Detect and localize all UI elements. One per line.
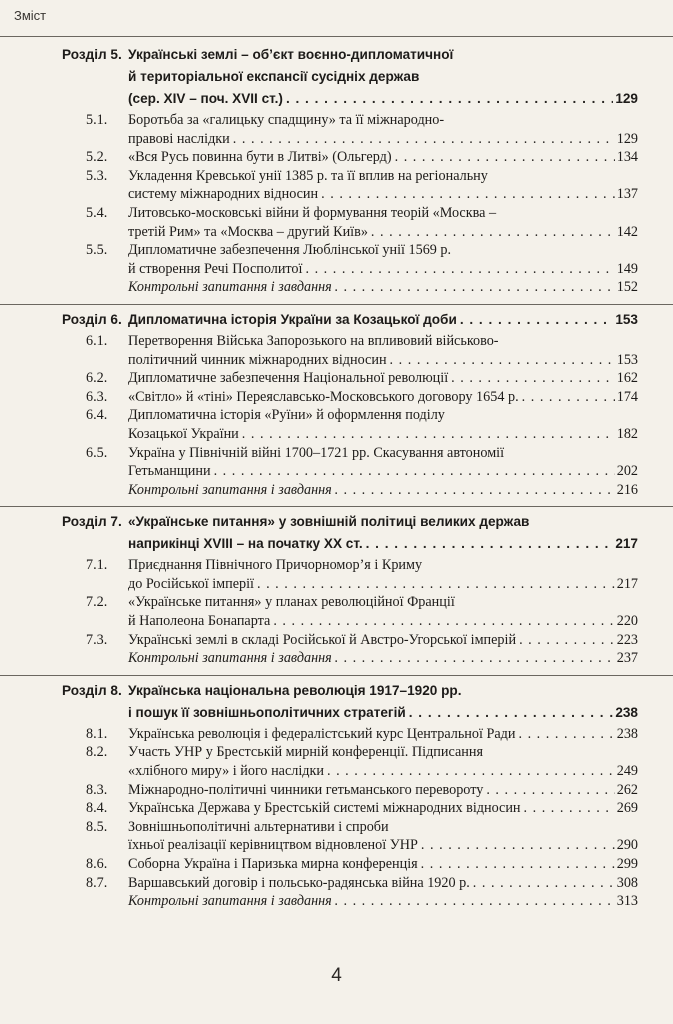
entry-number: 8.3. — [86, 781, 108, 798]
entry-number: 6.1. — [86, 332, 108, 349]
page-ref: 129 — [616, 130, 638, 147]
dot-leader — [335, 278, 615, 297]
toc-entry — [0, 725, 673, 744]
entry-line — [128, 533, 638, 555]
entry-title-text: Гетьманщини — [128, 463, 211, 480]
entry-title-text: Перетворення Війська Запорозького на впливовий військово- — [128, 332, 499, 349]
dot-leader — [305, 260, 614, 279]
entry-title-text: Козацької України — [128, 425, 239, 442]
entry-title-text: Литовсько-московські війни й формування теорій «Москва – — [128, 204, 497, 221]
entry-line — [128, 762, 638, 781]
page-ref: 223 — [616, 631, 638, 648]
chapter-section — [0, 507, 673, 676]
entry-number: 6.4. — [86, 407, 108, 424]
page-ref: 238 — [615, 704, 638, 720]
entry-title-text: Українські землі – об’єкт воєнно-дипломатичної — [128, 47, 454, 62]
toc-entry — [0, 204, 673, 241]
entry-line — [128, 44, 638, 66]
dot-leader — [518, 725, 614, 744]
entry-line — [128, 88, 638, 110]
entry-number: 8.6. — [86, 856, 108, 872]
entry-title-text: до Російської імперії — [128, 575, 254, 592]
entry-title-text: Українська національна революція 1917–1920 рр. — [128, 682, 462, 698]
dot-leader — [460, 309, 614, 331]
entry-line — [128, 799, 638, 818]
entry-number: 8.5. — [86, 818, 108, 835]
entry-title-text: й Наполеона Бонапарта — [128, 613, 271, 630]
entry-line — [128, 278, 638, 297]
entry-line — [128, 351, 638, 370]
chapter-entry — [0, 44, 673, 110]
dot-leader — [395, 148, 615, 167]
entry-line — [128, 612, 638, 631]
toc-entry — [0, 874, 673, 893]
entry-title-text: третій Рим» та «Москва – другий Київ» — [128, 223, 368, 240]
entry-title-text: систему міжнародних відносин — [128, 186, 319, 203]
review-entry — [0, 481, 673, 500]
entry-title-text: Контрольні запитання і завдання — [128, 893, 332, 910]
entry-line — [128, 241, 638, 260]
entry-line — [128, 855, 638, 874]
entry-number: 5.4. — [86, 204, 108, 221]
entry-line — [128, 511, 638, 533]
page-ref: 217 — [616, 575, 638, 592]
entry-title-text: Контрольні запитання і завдання — [128, 650, 332, 667]
entry-title-text: Українська Держава у Брестській системі міжнародних відносин — [128, 800, 521, 817]
entry-line — [128, 369, 638, 388]
entry-title-text: Участь УНР у Брестській мирній конференції. Підписання — [128, 744, 483, 761]
dot-leader — [335, 649, 615, 668]
entry-line — [128, 185, 638, 204]
page-ref: 202 — [616, 463, 638, 480]
page-ref: 182 — [616, 425, 638, 442]
page-ref: 129 — [615, 91, 638, 106]
review-entry — [0, 649, 673, 668]
page-ref: 220 — [616, 613, 638, 630]
entry-title-text: Варшавський договір і польсько-радянська війна 1920 р. — [128, 874, 470, 891]
entry-title-text: «хлібного миру» і його наслідки — [128, 763, 324, 780]
page-ref: 238 — [616, 725, 638, 742]
dot-leader — [421, 855, 615, 874]
dot-leader — [390, 351, 615, 370]
entry-line — [128, 593, 638, 612]
toc-entry — [0, 743, 673, 780]
page-number: 4 — [331, 965, 342, 986]
entry-number: 6.5. — [86, 444, 108, 461]
page-ref: 313 — [616, 893, 638, 910]
dot-leader — [273, 612, 614, 631]
toc-entry — [0, 148, 673, 167]
chapter-number: Розділ 8. — [62, 682, 122, 698]
dot-leader — [371, 223, 615, 242]
page-ref: 152 — [616, 279, 638, 296]
dot-leader — [486, 781, 614, 800]
entry-title-text: і пошук її зовнішньополітичних стратегій — [128, 704, 406, 720]
chapter-entry — [0, 511, 673, 555]
entry-number: 7.1. — [86, 557, 108, 574]
chapter-entry — [0, 680, 673, 724]
entry-line — [128, 223, 638, 242]
toc-entry — [0, 111, 673, 148]
entry-line — [128, 148, 638, 167]
entry-number: 7.2. — [86, 594, 108, 611]
entry-title-text: Україна у Північній війні 1700–1721 рр. Скасування автономії — [128, 444, 505, 461]
entry-title-text: Соборна Україна і Паризька мирна конференція — [128, 856, 418, 872]
running-header — [0, 0, 673, 37]
entry-title-text: Укладення Кревської унії 1385 р. та її вплив на регіональну — [128, 167, 488, 184]
toc-entry — [0, 781, 673, 800]
page-ref: 308 — [616, 874, 638, 891]
entry-title-text: Дипломатична історія «Руїни» й оформлення поділу — [128, 407, 445, 424]
dot-leader — [519, 631, 615, 650]
dot-leader — [522, 388, 615, 407]
entry-line — [128, 743, 638, 762]
page-ref: 237 — [616, 650, 638, 667]
entry-line — [128, 781, 638, 800]
toc-entry — [0, 388, 673, 407]
review-entry — [0, 278, 673, 297]
dot-leader — [335, 481, 615, 500]
page-ref: 174 — [616, 388, 638, 405]
dot-leader — [286, 88, 613, 110]
entry-line — [128, 406, 638, 425]
dot-leader — [233, 130, 615, 149]
entry-title-text: Міжнародно-політичні чинники гетьманського перевороту — [128, 781, 484, 798]
entry-line — [128, 892, 638, 911]
dot-leader — [421, 836, 615, 855]
entry-title-text: «Вся Русь повинна бути в Литві» (Ольгерд) — [128, 149, 392, 166]
review-entry — [0, 892, 673, 911]
table-of-contents — [0, 40, 673, 918]
page-ref: 162 — [616, 370, 638, 387]
entry-title-text: й територіальної експансії сусідніх держав — [128, 69, 420, 84]
page-ref: 142 — [616, 223, 638, 240]
entry-line — [128, 631, 638, 650]
dot-leader — [473, 874, 615, 893]
chapter-number: Розділ 7. — [62, 514, 122, 530]
entry-title-text: Зовнішньополітичні альтернативи і спроби — [128, 818, 389, 835]
toc-entry — [0, 556, 673, 593]
dot-leader — [335, 892, 615, 911]
toc-entry — [0, 444, 673, 481]
entry-number: 8.4. — [86, 800, 108, 817]
toc-entry — [0, 167, 673, 204]
toc-entry — [0, 593, 673, 630]
entry-number: 5.2. — [86, 149, 108, 166]
chapter-section — [0, 305, 673, 507]
entry-title-text: «Світло» й «тіні» Переяславсько-Московського договору 1654 р. — [128, 388, 519, 405]
page-ref: 249 — [616, 763, 638, 780]
entry-number: 5.1. — [86, 112, 108, 128]
entry-title-text: Дипломатична історія України за Козацької доби — [128, 311, 457, 327]
page-ref: 153 — [615, 311, 638, 327]
page-ref: 299 — [616, 856, 638, 872]
entry-title-text: наприкінці XVIII – на початку XX ст. — [128, 536, 363, 552]
page-ref: 269 — [616, 800, 638, 817]
dot-leader — [214, 462, 615, 481]
dot-leader — [321, 185, 615, 204]
entry-title-text: Дипломатичне забезпечення Люблінської унії 1569 р. — [128, 242, 452, 259]
entry-line — [128, 111, 638, 130]
entry-line — [128, 649, 638, 668]
toc-entry — [0, 855, 673, 874]
page-ref: 153 — [616, 351, 638, 368]
entry-line — [128, 575, 638, 594]
entry-line — [128, 836, 638, 855]
entry-title-text: «Українське питання» у планах революційної Франції — [128, 594, 455, 611]
page-ref: 134 — [616, 149, 638, 166]
dot-leader — [451, 369, 615, 388]
entry-title-text: Дипломатичне забезпечення Національної революції — [128, 370, 449, 387]
entry-number: 8.2. — [86, 744, 108, 761]
entry-title-text: політичний чинник міжнародних відносин — [128, 351, 387, 368]
page-ref: 137 — [616, 186, 638, 203]
entry-line — [128, 167, 638, 186]
entry-line — [128, 702, 638, 724]
chapter-number: Розділ 5. — [62, 47, 122, 62]
entry-number: 7.3. — [86, 631, 108, 648]
entry-line — [128, 130, 638, 149]
entry-number: 6.3. — [86, 388, 108, 405]
entry-line — [128, 462, 638, 481]
header-label: Зміст — [14, 8, 47, 23]
entry-line — [128, 332, 638, 351]
chapter-section — [0, 40, 673, 305]
entry-title-text: Приєднання Північного Причорномор’я і Криму — [128, 557, 423, 574]
chapter-section — [0, 676, 673, 918]
entry-title-text: Українська революція і федералістський курс Центральної Ради — [128, 725, 516, 742]
chapter-number: Розділ 6. — [62, 311, 122, 327]
entry-number: 5.5. — [86, 242, 108, 259]
page-ref: 290 — [616, 837, 638, 854]
entry-title-text: Боротьба за «галицьку спадщину» та її міжнародно- — [128, 112, 445, 128]
entry-title-text: їхньої реалізації керівництвом відновленої УНР — [128, 837, 418, 854]
toc-entry — [0, 369, 673, 388]
toc-entry — [0, 818, 673, 855]
page-ref: 262 — [616, 781, 638, 798]
toc-entry — [0, 332, 673, 369]
entry-number: 6.2. — [86, 370, 108, 387]
dot-leader — [242, 425, 615, 444]
entry-number: 5.3. — [86, 167, 108, 184]
dot-leader — [524, 799, 615, 818]
toc-entry — [0, 241, 673, 278]
entry-line — [128, 66, 638, 88]
dot-leader — [409, 702, 614, 724]
toc-entry — [0, 631, 673, 650]
entry-line — [128, 481, 638, 500]
dot-leader — [257, 575, 615, 594]
entry-line — [128, 556, 638, 575]
page-ref: 149 — [616, 260, 638, 277]
entry-line — [128, 309, 638, 331]
entry-number: 8.1. — [86, 725, 108, 742]
chapter-entry — [0, 309, 673, 331]
toc-entry — [0, 799, 673, 818]
entry-line — [128, 874, 638, 893]
dot-leader — [327, 762, 615, 781]
entry-number: 8.7. — [86, 874, 108, 891]
entry-title-text: Українські землі в складі Російської й Австро-Угорської імперій — [128, 631, 517, 648]
entry-title-text: й створення Речі Посполитої — [128, 260, 303, 277]
entry-line — [128, 725, 638, 744]
entry-line — [128, 680, 638, 702]
entry-title-text: «Українське питання» у зовнішній політиці великих держав — [128, 514, 530, 530]
page-ref: 217 — [615, 536, 638, 552]
entry-title-text: правові наслідки — [128, 130, 230, 147]
dot-leader — [366, 533, 614, 555]
entry-line — [128, 388, 638, 407]
entry-title-text: Контрольні запитання і завдання — [128, 481, 332, 498]
toc-entry — [0, 406, 673, 443]
entry-title-text: (сер. XIV – поч. XVII ст.) — [128, 91, 283, 106]
entry-line — [128, 818, 638, 837]
entry-line — [128, 425, 638, 444]
entry-line — [128, 204, 638, 223]
page-ref: 216 — [616, 481, 638, 498]
entry-title-text: Контрольні запитання і завдання — [128, 279, 332, 296]
entry-line — [128, 444, 638, 463]
entry-line — [128, 260, 638, 279]
